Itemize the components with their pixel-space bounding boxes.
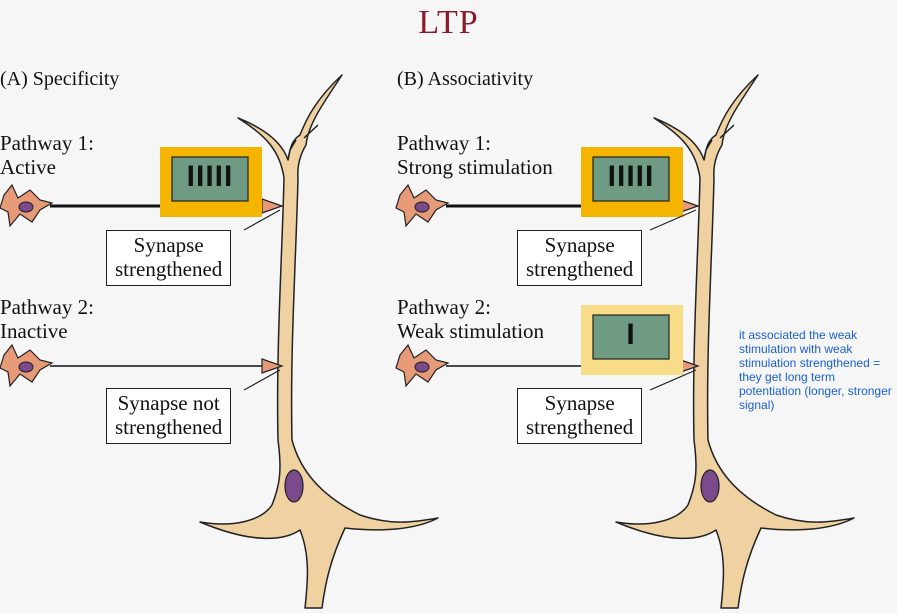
panel-a-label: (A) Specificity [0, 68, 120, 90]
annotation-note: it associated the weak stimulation with weak stimulation strengthened = they get long term potentiation (longer, stronger signal) [739, 328, 892, 412]
callout-b1-line1: Synapse [544, 233, 615, 257]
pathway-b1-line1: Pathway 1: [397, 131, 491, 155]
callout-a1-line2: strengthened [115, 257, 223, 281]
page-title: LTP [418, 4, 479, 41]
pathway-a1-line1: Pathway 1: [0, 131, 94, 155]
presynaptic-neuron-a2 [0, 345, 282, 386]
stimulus-marks-b1: IIIII [607, 160, 655, 193]
stimulus-marks-a1: IIIII [186, 160, 234, 193]
callout-a2-line1: Synapse not [117, 391, 220, 415]
callout-b2-line1: Synapse [544, 391, 615, 415]
callout-a1-line1: Synapse [133, 233, 204, 257]
callout-a2-line2: strengthened [115, 415, 223, 439]
pathway-a2-line1: Pathway 2: [0, 295, 94, 319]
pathway-a2-label [0, 295, 94, 343]
callout-b1 [517, 230, 642, 286]
pathway-b2-label [397, 295, 544, 343]
panel-b-label: (B) Associativity [397, 68, 534, 90]
nucleus-b [701, 470, 719, 502]
callout-a2 [106, 388, 231, 444]
pathway-a1-label [0, 131, 94, 179]
pathway-b1-line2: Strong stimulation [397, 155, 553, 179]
pathway-a2-line2: Inactive [0, 319, 68, 343]
stimulus-marks-b2: I [626, 318, 636, 351]
callout-b2 [517, 388, 642, 444]
callout-b2-line2: strengthened [526, 415, 634, 439]
pathway-b2-line2: Weak stimulation [397, 319, 545, 343]
pathway-b2-line1: Pathway 2: [397, 295, 491, 319]
callout-b1-line2: strengthened [526, 257, 634, 281]
nucleus-a [285, 470, 303, 502]
callout-a1 [106, 230, 231, 286]
pathway-b1-label [397, 131, 553, 179]
pathway-a1-line2: Active [0, 155, 56, 179]
